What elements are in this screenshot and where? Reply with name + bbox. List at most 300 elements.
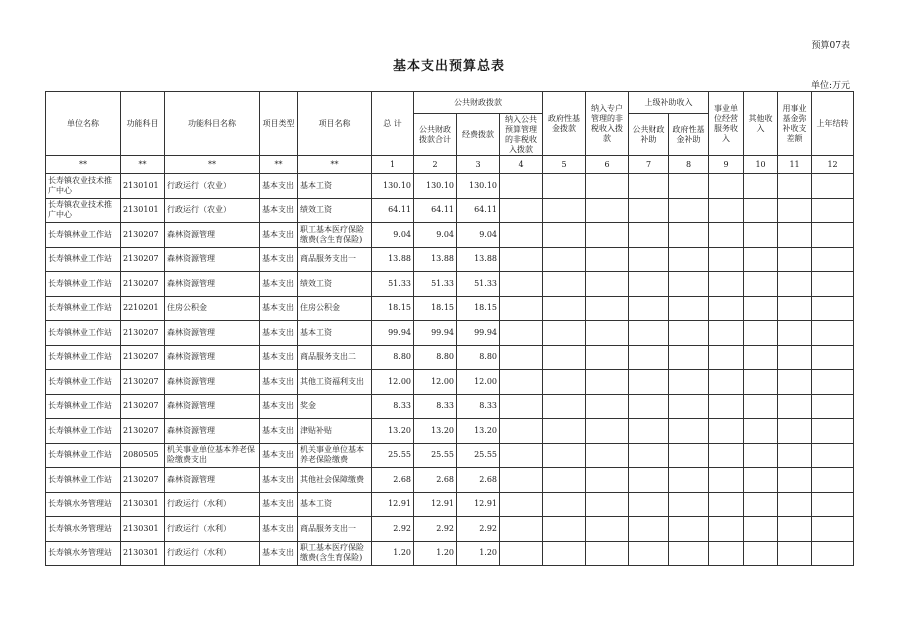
empty-cell xyxy=(629,517,669,542)
empty-cell xyxy=(586,247,629,272)
empty-cell xyxy=(543,394,586,419)
header-unit-name: 单位名称 xyxy=(46,92,121,156)
empty-cell xyxy=(669,345,709,370)
empty-cell xyxy=(778,345,812,370)
empty-cell xyxy=(812,492,854,517)
empty-cell xyxy=(669,321,709,346)
header-func-code: 功能科目 xyxy=(121,92,165,156)
header-func-name: 功能科目名称 xyxy=(165,92,260,156)
project-name-cell: 其他工资福利支出 xyxy=(298,370,372,395)
column-index-cell: ** xyxy=(121,156,165,174)
empty-cell xyxy=(586,394,629,419)
empty-cell xyxy=(500,517,543,542)
empty-cell xyxy=(586,517,629,542)
empty-cell xyxy=(709,370,744,395)
empty-cell xyxy=(744,468,778,493)
empty-cell xyxy=(629,321,669,346)
table-row xyxy=(46,492,854,517)
funding-cell: 12.00 xyxy=(457,370,500,395)
empty-cell xyxy=(669,272,709,297)
column-index-cell: 5 xyxy=(543,156,586,174)
func-name-cell: 森林资源管理 xyxy=(165,223,260,248)
unit-name-cell: 长寿镇林业工作站 xyxy=(46,419,121,444)
project-type-cell: 基本支出 xyxy=(260,345,298,370)
func-code-cell: 2130301 xyxy=(121,517,165,542)
empty-cell xyxy=(586,174,629,199)
empty-cell xyxy=(778,394,812,419)
empty-cell xyxy=(778,443,812,468)
total-cell: 64.11 xyxy=(372,198,414,223)
empty-cell xyxy=(500,296,543,321)
empty-cell xyxy=(669,517,709,542)
total-cell: 1.20 xyxy=(372,541,414,566)
empty-cell xyxy=(744,517,778,542)
func-name-cell: 机关事业单位基本养老保险缴费支出 xyxy=(165,443,260,468)
unit-name-cell: 长寿镇林业工作站 xyxy=(46,223,121,248)
project-type-cell: 基本支出 xyxy=(260,419,298,444)
unit-name-cell: 长寿镇水务管理站 xyxy=(46,541,121,566)
total-cell: 25.55 xyxy=(372,443,414,468)
funding-cell: 64.11 xyxy=(457,198,500,223)
empty-cell xyxy=(543,443,586,468)
table-row xyxy=(46,517,854,542)
public-total-cell: 9.04 xyxy=(414,223,457,248)
func-code-cell: 2130207 xyxy=(121,223,165,248)
empty-cell xyxy=(744,345,778,370)
total-cell: 51.33 xyxy=(372,272,414,297)
func-name-cell: 行政运行（农业） xyxy=(165,174,260,199)
column-index-cell: 2 xyxy=(414,156,457,174)
header-public-total: 公共财政拨款合计 xyxy=(414,114,457,156)
empty-cell xyxy=(744,541,778,566)
empty-cell xyxy=(543,198,586,223)
func-name-cell: 森林资源管理 xyxy=(165,419,260,444)
unit-label: 单位:万元 xyxy=(810,81,850,91)
empty-cell xyxy=(586,468,629,493)
column-index-cell: 8 xyxy=(669,156,709,174)
empty-cell xyxy=(500,345,543,370)
empty-cell xyxy=(709,223,744,248)
func-name-cell: 行政运行（水利） xyxy=(165,517,260,542)
public-total-cell: 8.80 xyxy=(414,345,457,370)
unit-name-cell: 长寿镇林业工作站 xyxy=(46,296,121,321)
empty-cell xyxy=(709,517,744,542)
header-last-year: 上年结转 xyxy=(812,92,854,156)
empty-cell xyxy=(500,247,543,272)
empty-cell xyxy=(812,296,854,321)
table-row xyxy=(46,321,854,346)
public-total-cell: 51.33 xyxy=(414,272,457,297)
funding-cell: 2.68 xyxy=(457,468,500,493)
total-cell: 8.80 xyxy=(372,345,414,370)
empty-cell xyxy=(543,541,586,566)
project-name-cell: 商品服务支出一 xyxy=(298,517,372,542)
table-row xyxy=(46,174,854,199)
form-code: 预算07表 xyxy=(811,41,850,51)
column-index-cell: 6 xyxy=(586,156,629,174)
empty-cell xyxy=(744,419,778,444)
empty-cell xyxy=(629,541,669,566)
header-upper-public: 公共财政补助 xyxy=(629,114,669,156)
empty-cell xyxy=(709,174,744,199)
func-code-cell: 2130207 xyxy=(121,394,165,419)
func-code-cell: 2130301 xyxy=(121,541,165,566)
funding-cell: 12.91 xyxy=(457,492,500,517)
empty-cell xyxy=(500,443,543,468)
empty-cell xyxy=(669,468,709,493)
empty-cell xyxy=(669,174,709,199)
empty-cell xyxy=(709,419,744,444)
empty-cell xyxy=(709,345,744,370)
empty-cell xyxy=(500,468,543,493)
empty-cell xyxy=(709,541,744,566)
empty-cell xyxy=(744,296,778,321)
header-business-service: 事业单位经营服务收入 xyxy=(709,92,744,156)
empty-cell xyxy=(543,492,586,517)
empty-cell xyxy=(586,223,629,248)
header-project-name: 项目名称 xyxy=(298,92,372,156)
empty-cell xyxy=(543,517,586,542)
empty-cell xyxy=(629,198,669,223)
empty-cell xyxy=(812,345,854,370)
funding-cell: 25.55 xyxy=(457,443,500,468)
empty-cell xyxy=(812,394,854,419)
empty-cell xyxy=(744,247,778,272)
table-row xyxy=(46,247,854,272)
table-row xyxy=(46,198,854,223)
empty-cell xyxy=(500,394,543,419)
project-type-cell: 基本支出 xyxy=(260,198,298,223)
empty-cell xyxy=(744,198,778,223)
empty-cell xyxy=(586,419,629,444)
project-type-cell: 基本支出 xyxy=(260,370,298,395)
unit-name-cell: 长寿镇林业工作站 xyxy=(46,345,121,370)
funding-cell: 13.88 xyxy=(457,247,500,272)
empty-cell xyxy=(500,541,543,566)
empty-cell xyxy=(629,174,669,199)
unit-name-cell: 长寿镇林业工作站 xyxy=(46,272,121,297)
funding-cell: 130.10 xyxy=(457,174,500,199)
column-index-cell: 10 xyxy=(744,156,778,174)
project-name-cell: 绩效工资 xyxy=(298,272,372,297)
header-project-type: 项目类型 xyxy=(260,92,298,156)
funding-cell: 8.80 xyxy=(457,345,500,370)
column-index-cell: ** xyxy=(260,156,298,174)
func-code-cell: 2130207 xyxy=(121,345,165,370)
project-type-cell: 基本支出 xyxy=(260,443,298,468)
empty-cell xyxy=(778,468,812,493)
empty-cell xyxy=(669,198,709,223)
funding-cell: 1.20 xyxy=(457,541,500,566)
empty-cell xyxy=(812,272,854,297)
empty-cell xyxy=(500,321,543,346)
table-body xyxy=(46,174,854,566)
func-name-cell: 行政运行（水利） xyxy=(165,492,260,517)
public-total-cell: 130.10 xyxy=(414,174,457,199)
table-row xyxy=(46,370,854,395)
empty-cell xyxy=(709,272,744,297)
empty-cell xyxy=(669,223,709,248)
project-type-cell: 基本支出 xyxy=(260,468,298,493)
column-index-cell: 12 xyxy=(812,156,854,174)
table-row xyxy=(46,394,854,419)
total-cell: 12.00 xyxy=(372,370,414,395)
table-row xyxy=(46,468,854,493)
header-gov-fund: 政府性基金拨款 xyxy=(543,92,586,156)
empty-cell xyxy=(543,272,586,297)
empty-cell xyxy=(543,419,586,444)
empty-cell xyxy=(744,443,778,468)
empty-cell xyxy=(586,443,629,468)
header-budget-mgmt: 纳入公共预算管理的非税收入拨款 xyxy=(500,114,543,156)
empty-cell xyxy=(669,419,709,444)
func-name-cell: 森林资源管理 xyxy=(165,345,260,370)
func-code-cell: 2130207 xyxy=(121,321,165,346)
header-other-income: 其他收入 xyxy=(744,92,778,156)
empty-cell xyxy=(586,296,629,321)
table-row xyxy=(46,541,854,566)
empty-cell xyxy=(812,321,854,346)
func-name-cell: 森林资源管理 xyxy=(165,247,260,272)
funding-cell: 13.20 xyxy=(457,419,500,444)
column-index-cell: ** xyxy=(165,156,260,174)
project-type-cell: 基本支出 xyxy=(260,174,298,199)
empty-cell xyxy=(744,492,778,517)
empty-cell xyxy=(709,443,744,468)
project-name-cell: 津贴补贴 xyxy=(298,419,372,444)
empty-cell xyxy=(778,321,812,346)
column-index-cell: 1 xyxy=(372,156,414,174)
empty-cell xyxy=(629,419,669,444)
empty-cell xyxy=(778,370,812,395)
empty-cell xyxy=(500,492,543,517)
empty-cell xyxy=(778,492,812,517)
empty-cell xyxy=(669,541,709,566)
func-name-cell: 行政运行（农业） xyxy=(165,198,260,223)
func-code-cell: 2130207 xyxy=(121,468,165,493)
unit-name-cell: 长寿镇林业工作站 xyxy=(46,468,121,493)
public-total-cell: 18.15 xyxy=(414,296,457,321)
total-cell: 99.94 xyxy=(372,321,414,346)
public-total-cell: 64.11 xyxy=(414,198,457,223)
empty-cell xyxy=(709,296,744,321)
func-code-cell: 2130207 xyxy=(121,247,165,272)
empty-cell xyxy=(744,394,778,419)
empty-cell xyxy=(709,394,744,419)
empty-cell xyxy=(778,198,812,223)
column-index-cell: 9 xyxy=(709,156,744,174)
empty-cell xyxy=(543,321,586,346)
func-code-cell: 2130207 xyxy=(121,370,165,395)
empty-cell xyxy=(778,517,812,542)
header-total: 总 计 xyxy=(372,92,414,156)
empty-cell xyxy=(500,223,543,248)
unit-name-cell: 长寿镇水务管理站 xyxy=(46,492,121,517)
func-name-cell: 森林资源管理 xyxy=(165,272,260,297)
func-code-cell: 2210201 xyxy=(121,296,165,321)
empty-cell xyxy=(744,174,778,199)
empty-cell xyxy=(812,370,854,395)
empty-cell xyxy=(778,174,812,199)
column-index-row xyxy=(46,156,854,174)
project-type-cell: 基本支出 xyxy=(260,296,298,321)
funding-cell: 2.92 xyxy=(457,517,500,542)
table-row xyxy=(46,296,854,321)
public-total-cell: 99.94 xyxy=(414,321,457,346)
func-code-cell: 2130301 xyxy=(121,492,165,517)
column-index-cell: 11 xyxy=(778,156,812,174)
empty-cell xyxy=(629,468,669,493)
empty-cell xyxy=(709,468,744,493)
table-row xyxy=(46,443,854,468)
empty-cell xyxy=(709,198,744,223)
empty-cell xyxy=(500,370,543,395)
empty-cell xyxy=(812,541,854,566)
empty-cell xyxy=(586,345,629,370)
header-business-fund: 用事业基金弥补收支差额 xyxy=(778,92,812,156)
project-name-cell: 职工基本医疗保险缴费(含生育保险) xyxy=(298,223,372,248)
empty-cell xyxy=(543,296,586,321)
empty-cell xyxy=(778,247,812,272)
unit-name-cell: 长寿镇林业工作站 xyxy=(46,370,121,395)
empty-cell xyxy=(543,468,586,493)
empty-cell xyxy=(669,443,709,468)
public-total-cell: 8.33 xyxy=(414,394,457,419)
project-name-cell: 机关事业单位基本养老保险缴费 xyxy=(298,443,372,468)
project-name-cell: 商品服务支出一 xyxy=(298,247,372,272)
project-name-cell: 基本工资 xyxy=(298,492,372,517)
empty-cell xyxy=(629,370,669,395)
total-cell: 9.04 xyxy=(372,223,414,248)
public-total-cell: 12.00 xyxy=(414,370,457,395)
public-total-cell: 1.20 xyxy=(414,541,457,566)
page-title: 基本支出预算总表 xyxy=(392,59,505,74)
empty-cell xyxy=(744,321,778,346)
public-total-cell: 13.20 xyxy=(414,419,457,444)
total-cell: 130.10 xyxy=(372,174,414,199)
header-funding: 经费拨款 xyxy=(457,114,500,156)
project-name-cell: 绩效工资 xyxy=(298,198,372,223)
empty-cell xyxy=(586,198,629,223)
empty-cell xyxy=(543,223,586,248)
empty-cell xyxy=(778,223,812,248)
unit-name-cell: 长寿镇林业工作站 xyxy=(46,394,121,419)
empty-cell xyxy=(812,198,854,223)
func-name-cell: 森林资源管理 xyxy=(165,468,260,493)
empty-cell xyxy=(586,272,629,297)
empty-cell xyxy=(778,272,812,297)
func-code-cell: 2130101 xyxy=(121,198,165,223)
empty-cell xyxy=(812,468,854,493)
empty-cell xyxy=(744,370,778,395)
project-name-cell: 奖金 xyxy=(298,394,372,419)
unit-name-cell: 长寿镇农业技术推广中心 xyxy=(46,198,121,223)
public-total-cell: 2.92 xyxy=(414,517,457,542)
funding-cell: 51.33 xyxy=(457,272,500,297)
total-cell: 18.15 xyxy=(372,296,414,321)
empty-cell xyxy=(629,492,669,517)
empty-cell xyxy=(629,345,669,370)
empty-cell xyxy=(500,174,543,199)
table-row xyxy=(46,419,854,444)
empty-cell xyxy=(543,174,586,199)
project-type-cell: 基本支出 xyxy=(260,394,298,419)
public-total-cell: 13.88 xyxy=(414,247,457,272)
empty-cell xyxy=(629,223,669,248)
func-name-cell: 森林资源管理 xyxy=(165,370,260,395)
total-cell: 13.88 xyxy=(372,247,414,272)
project-name-cell: 基本工资 xyxy=(298,174,372,199)
table-row xyxy=(46,345,854,370)
total-cell: 13.20 xyxy=(372,419,414,444)
unit-name-cell: 长寿镇林业工作站 xyxy=(46,247,121,272)
empty-cell xyxy=(709,247,744,272)
empty-cell xyxy=(709,321,744,346)
funding-cell: 9.04 xyxy=(457,223,500,248)
project-type-cell: 基本支出 xyxy=(260,492,298,517)
empty-cell xyxy=(586,492,629,517)
empty-cell xyxy=(500,272,543,297)
header-special-account: 纳入专户管理的非税收入拨款 xyxy=(586,92,629,156)
empty-cell xyxy=(778,419,812,444)
empty-cell xyxy=(543,345,586,370)
empty-cell xyxy=(629,296,669,321)
total-cell: 2.92 xyxy=(372,517,414,542)
func-name-cell: 森林资源管理 xyxy=(165,394,260,419)
empty-cell xyxy=(500,419,543,444)
unit-name-cell: 长寿镇水务管理站 xyxy=(46,517,121,542)
project-type-cell: 基本支出 xyxy=(260,517,298,542)
project-type-cell: 基本支出 xyxy=(260,272,298,297)
empty-cell xyxy=(812,223,854,248)
func-code-cell: 2130101 xyxy=(121,174,165,199)
funding-cell: 18.15 xyxy=(457,296,500,321)
empty-cell xyxy=(629,272,669,297)
public-total-cell: 2.68 xyxy=(414,468,457,493)
empty-cell xyxy=(778,296,812,321)
project-name-cell: 基本工资 xyxy=(298,321,372,346)
empty-cell xyxy=(812,174,854,199)
func-name-cell: 住房公积金 xyxy=(165,296,260,321)
header-upper-gov: 政府性基金补助 xyxy=(669,114,709,156)
empty-cell xyxy=(778,541,812,566)
empty-cell xyxy=(586,321,629,346)
project-name-cell: 住房公积金 xyxy=(298,296,372,321)
empty-cell xyxy=(500,198,543,223)
total-cell: 8.33 xyxy=(372,394,414,419)
empty-cell xyxy=(812,419,854,444)
empty-cell xyxy=(543,370,586,395)
project-name-cell: 商品服务支出二 xyxy=(298,345,372,370)
empty-cell xyxy=(669,394,709,419)
func-code-cell: 2130207 xyxy=(121,272,165,297)
func-code-cell: 2080505 xyxy=(121,443,165,468)
empty-cell xyxy=(812,247,854,272)
empty-cell xyxy=(669,247,709,272)
column-index-cell: ** xyxy=(46,156,121,174)
table-row xyxy=(46,272,854,297)
unit-name-cell: 长寿镇林业工作站 xyxy=(46,443,121,468)
empty-cell xyxy=(629,247,669,272)
empty-cell xyxy=(812,443,854,468)
column-index-cell: ** xyxy=(298,156,372,174)
empty-cell xyxy=(669,296,709,321)
public-total-cell: 12.91 xyxy=(414,492,457,517)
unit-name-cell: 长寿镇农业技术推广中心 xyxy=(46,174,121,199)
budget-table xyxy=(45,91,854,566)
func-name-cell: 森林资源管理 xyxy=(165,321,260,346)
total-cell: 12.91 xyxy=(372,492,414,517)
